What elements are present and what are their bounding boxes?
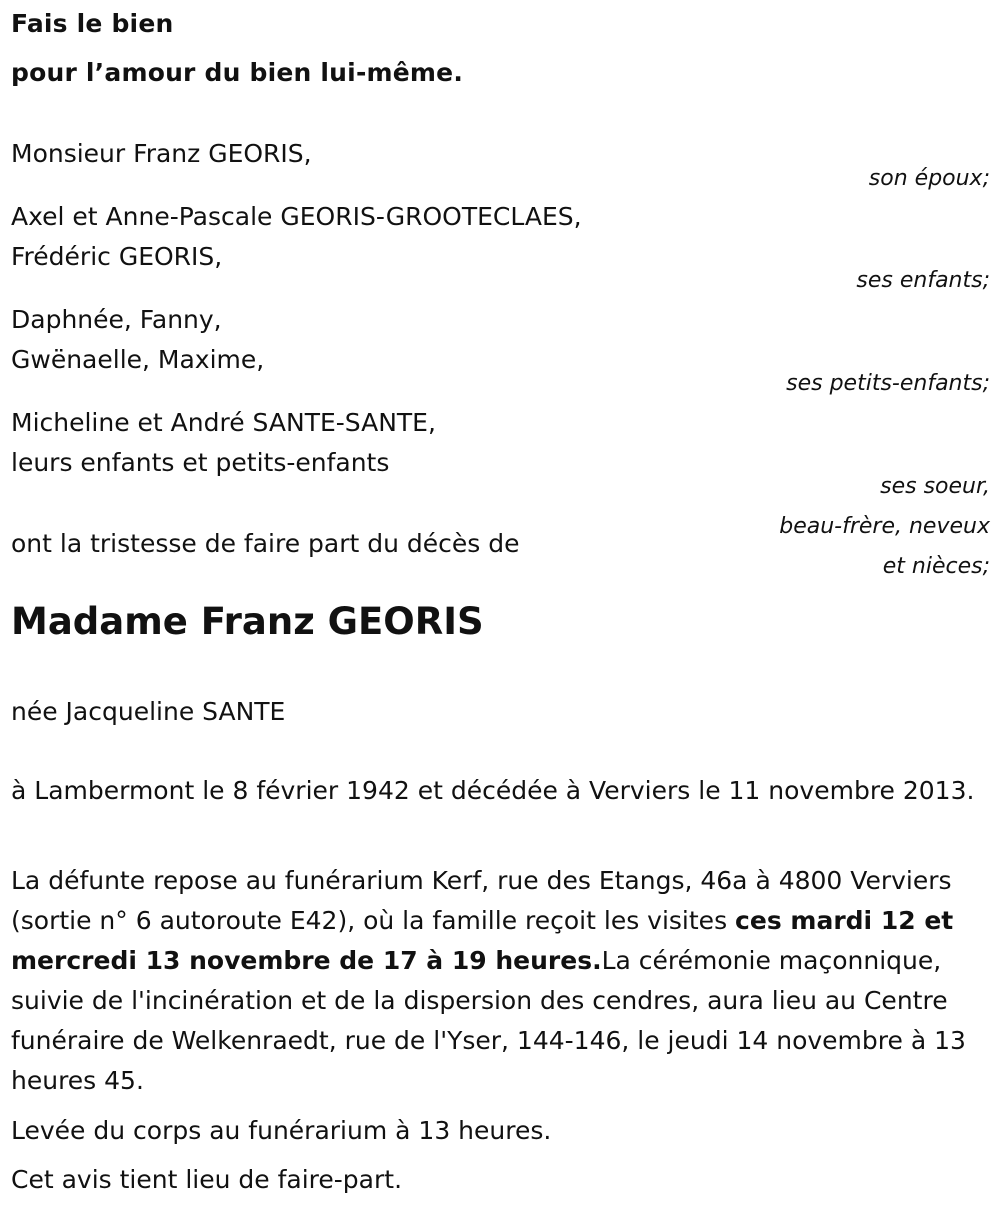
family-2-line-1: Axel et Anne-Pascale GEORIS-GROOTECLAES, [11,202,582,231]
dates-paragraph: à Lambermont le 8 février 1942 et décédée à Verviers le 11 novembre 2013. [11,776,975,805]
family-3-relation: ses petits-enfants; [786,371,990,396]
family-2-line-2: Frédéric GEORIS, [11,242,223,271]
birth-name: née Jacqueline SANTE [11,697,286,726]
family-4-line-2: leurs enfants et petits-enfants [11,448,390,477]
family-1-relation: son époux; [868,166,990,191]
visitation-paragraph [11,861,996,1101]
family-1-line-1: Monsieur Franz GEORIS, [11,139,312,168]
family-4-relation-2: beau-frère, neveux [779,514,990,539]
visitation-text-after: La cérémonie maçonnique, suivie de l'incinération et de la dispersion des cendres, aura lieu au Centre funéraire de Welkenraedt, rue de l'Yser, 144-146, le jeudi 14 novembre à 13 heures 45. [11,946,966,1095]
family-4-relation-1: ses soeur, [880,474,990,499]
visitation-hours: ces mardi 12 et mercredi 13 novembre de 17 à 19 heures. [11,906,954,975]
family-3-line-1: Daphnée, Fanny, [11,305,222,334]
closing-paragraph: Cet avis tient lieu de faire-part. [11,1165,403,1194]
motto-line-1: Fais le bien [11,9,174,38]
motto-line-2: pour l’amour du bien lui-même. [11,58,464,87]
family-4-relation-3: et nièces; [882,554,990,579]
announcement-text: ont la tristesse de faire part du décès de [11,529,520,558]
visitation-text-before: La défunte repose au funérarium Kerf, rue des Etangs, 46a à 4800 Verviers (sortie n° 6 autoroute E42), où la famille reçoit les visites [11,866,952,935]
deceased-name: Madame Franz GEORIS [11,600,484,643]
family-2-relation: ses enfants; [856,268,990,293]
family-3-line-2: Gwënaelle, Maxime, [11,345,265,374]
levee-paragraph: Levée du corps au funérarium à 13 heures. [11,1116,552,1145]
family-4-line-1: Micheline et André SANTE-SANTE, [11,408,436,437]
